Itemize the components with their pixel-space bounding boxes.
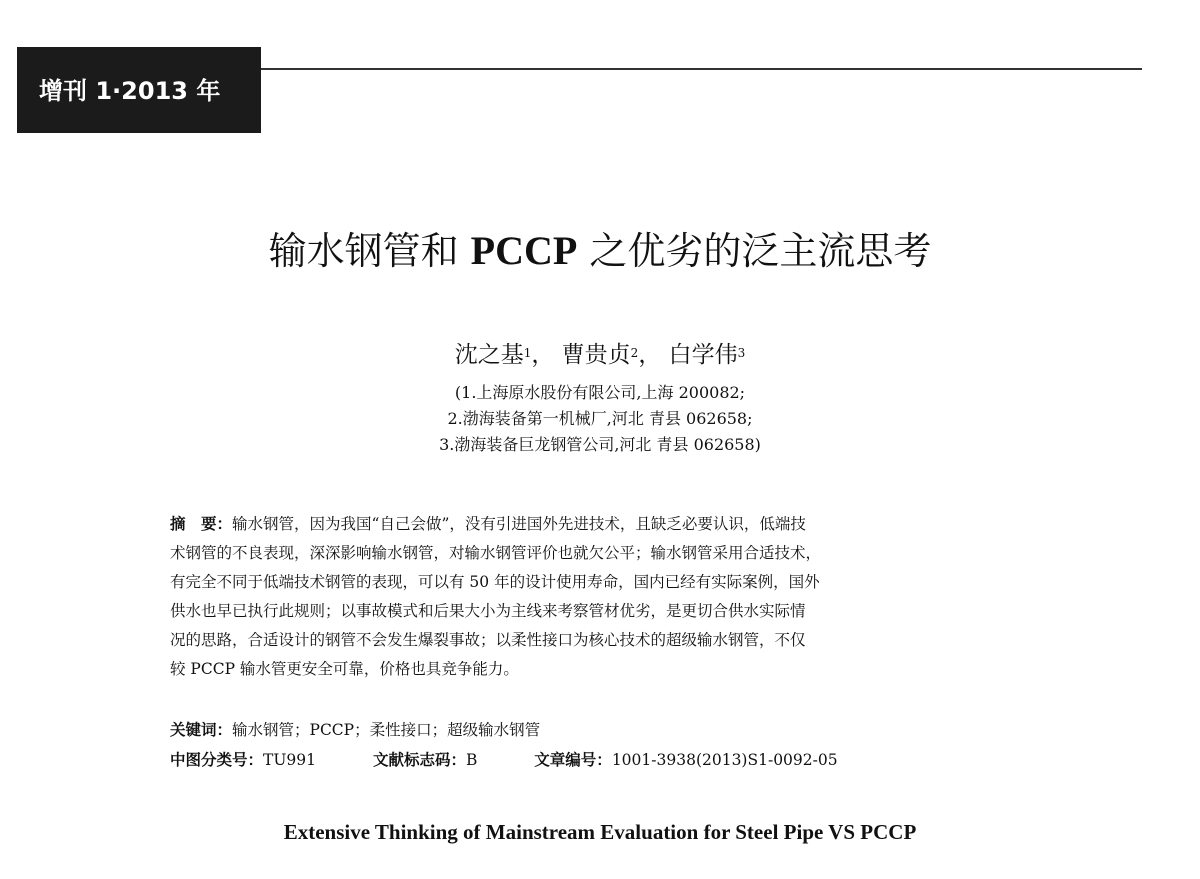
author-separator: ， (638, 342, 662, 368)
title-prefix: 输水钢管和 (268, 229, 471, 273)
abstract-line: 有完全不同于低端技术钢管的表现，可以有 50 年的设计使用寿命，国内已经有实际案例，国外 (170, 573, 820, 591)
keywords (170, 717, 540, 743)
clc-value: TU991 (263, 751, 317, 769)
doc-code-value: B (465, 751, 478, 769)
author-separator: ， (531, 342, 555, 368)
author-affiliation-mark: 3 (737, 346, 746, 360)
abstract-line: 术钢管的不良表现，深深影响输水钢管，对输水钢管评价也就欠公平；输水钢管采用合适技术， (170, 544, 822, 562)
issue-label-block (17, 47, 261, 133)
english-title: Extensive Thinking of Mainstream Evaluation for Steel Pipe VS PCCP (283, 820, 917, 844)
article-number (534, 747, 837, 773)
author-name: 白学伟 (668, 342, 738, 368)
author-name: 沈之基 (454, 342, 524, 368)
author-affiliation-mark: 2 (630, 346, 639, 360)
title-latin: PCCP (470, 228, 578, 273)
author-list (0, 340, 1200, 370)
affiliation-line: 3.渤海装备巨龙钢管公司,河北 青县 062658) (439, 435, 761, 454)
doc-code-label: 文献标志码： (372, 751, 466, 769)
keywords-label: 关键词： (170, 721, 233, 739)
abstract-line: 较 PCCP 输水管更安全可靠，价格也具竞争能力。 (170, 660, 519, 678)
issue-label: 增刊 1·2013 年 (39, 77, 221, 105)
clc-label: 中图分类号： (170, 751, 264, 769)
abstract-line: 况的思路，合适设计的钢管不会发生爆裂事故；以柔性接口为核心技术的超级输水钢管，不仅 (170, 631, 806, 649)
article-no-value: 1001-3938(2013)S1-0092-05 (611, 751, 838, 769)
author-name: 曹贵贞 (561, 342, 631, 368)
abstract-line (170, 510, 1060, 539)
affiliation-line: 2.渤海装备第一机械厂,河北 青县 062658; (447, 409, 753, 428)
document-code (373, 747, 477, 773)
affiliations (0, 380, 1200, 458)
author-affiliation-mark: 1 (523, 346, 532, 360)
abstract-text: 输水钢管，因为我国“自己会做”，没有引进国外先进技术，且缺乏必要认识，低端技 (232, 515, 806, 533)
abstract-label: 摘 要： (170, 515, 233, 533)
abstract (170, 510, 1060, 684)
classification-line (170, 747, 890, 773)
abstract-line: 供水也早已执行此规则；以事故模式和后果大小为主线来考察管材优劣，是更切合供水实际情 (170, 602, 806, 620)
clc-number (170, 747, 316, 773)
article-title (0, 228, 1200, 274)
header-rule (261, 68, 1142, 70)
keywords-value: 输水钢管；PCCP；柔性接口；超级输水钢管 (232, 721, 541, 739)
affiliation-line: (1.上海原水股份有限公司,上海 200082; (454, 383, 746, 402)
article-no-label: 文章编号： (534, 751, 612, 769)
title-suffix: 之优劣的泛主流思考 (577, 229, 932, 273)
